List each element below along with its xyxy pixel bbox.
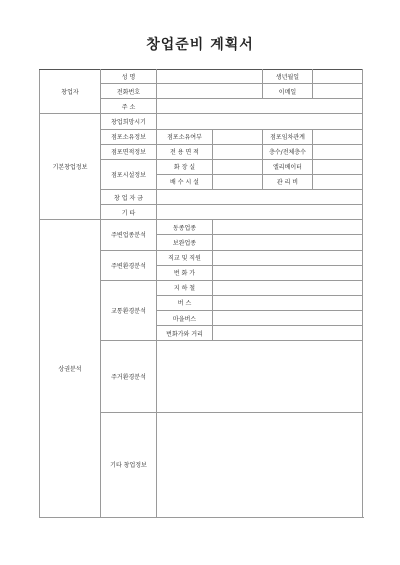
distance-downtown-label: 번화가와 거리 <box>157 326 213 341</box>
store-facility-info-label: 점포시설정보 <box>101 159 157 189</box>
village-bus-label: 마을버스 <box>157 311 213 326</box>
subway-field[interactable] <box>213 280 363 295</box>
other-field[interactable] <box>157 205 363 220</box>
store-lease-relation-field[interactable] <box>313 129 363 144</box>
complementary-business-field[interactable] <box>213 235 363 250</box>
commercial-section-label: 상권분석 <box>40 220 101 518</box>
subway-label: 지 하 철 <box>157 280 213 295</box>
traffic-analysis-label: 교통환경분석 <box>101 280 157 341</box>
email-field[interactable] <box>313 84 363 99</box>
maintenance-fee-label: 관 리 비 <box>263 174 313 189</box>
elevator-label: 엘리베이터 <box>263 159 313 174</box>
name-label: 성 명 <box>101 70 157 84</box>
exclusive-area-field[interactable] <box>213 144 263 159</box>
restroom-label: 화 장 실 <box>157 159 213 174</box>
etc-section-label: 기타 창업정보 <box>101 412 157 517</box>
complementary-business-label: 보완업종 <box>157 235 213 250</box>
founder-section-label: 창업자 <box>40 70 101 114</box>
residential-analysis-field[interactable] <box>157 341 363 413</box>
store-ownership-info-label: 점포소유정보 <box>101 129 157 144</box>
store-ownership-status-field[interactable] <box>213 129 263 144</box>
store-area-info-label: 점포면적정보 <box>101 144 157 159</box>
bus-label: 버 스 <box>157 295 213 310</box>
other-label: 기 타 <box>101 205 157 220</box>
birth-label: 생년월일 <box>263 70 313 84</box>
floors-field[interactable] <box>313 144 363 159</box>
same-business-label: 동종업종 <box>157 220 213 235</box>
residential-analysis-label: 주거환경분석 <box>101 341 157 413</box>
desired-time-field[interactable] <box>157 114 363 129</box>
school-workplace-field[interactable] <box>213 250 363 265</box>
phone-field[interactable] <box>157 84 263 99</box>
startup-plan-form <box>39 69 363 518</box>
email-label: 이메일 <box>263 84 313 99</box>
maintenance-fee-field[interactable] <box>313 174 363 189</box>
same-business-field[interactable] <box>213 220 363 235</box>
busy-street-field[interactable] <box>213 265 363 280</box>
ventilation-label: 배 수 시 설 <box>157 174 213 189</box>
store-ownership-status-label: 점포소유여부 <box>157 129 213 144</box>
competitor-analysis-label: 주변업종분석 <box>101 220 157 250</box>
address-label: 주 소 <box>101 99 157 114</box>
restroom-field[interactable] <box>213 159 263 174</box>
bus-field[interactable] <box>213 295 363 310</box>
distance-downtown-field[interactable] <box>213 326 363 341</box>
busy-street-label: 번 화 가 <box>157 265 213 280</box>
elevator-field[interactable] <box>313 159 363 174</box>
address-field[interactable] <box>157 99 363 114</box>
desired-time-label: 창업희망시기 <box>101 114 157 129</box>
environment-analysis-label: 주변환경분석 <box>101 250 157 280</box>
basic-section-label: 기본창업정보 <box>40 114 101 220</box>
page-title: 창업준비 계획서 <box>146 37 254 53</box>
birth-field[interactable] <box>313 70 363 84</box>
store-lease-relation-label: 점포임차관계 <box>263 129 313 144</box>
phone-label: 전화번호 <box>101 84 157 99</box>
ventilation-field[interactable] <box>213 174 263 189</box>
startup-funds-label: 창 업 자 금 <box>101 190 157 205</box>
floors-label: 층수/전체층수 <box>263 144 313 159</box>
village-bus-field[interactable] <box>213 311 363 326</box>
school-workplace-label: 직교 및 직원 <box>157 250 213 265</box>
name-field[interactable] <box>157 70 263 84</box>
startup-funds-field[interactable] <box>157 190 363 205</box>
exclusive-area-label: 전 용 면 적 <box>157 144 213 159</box>
etc-field[interactable] <box>157 412 363 517</box>
